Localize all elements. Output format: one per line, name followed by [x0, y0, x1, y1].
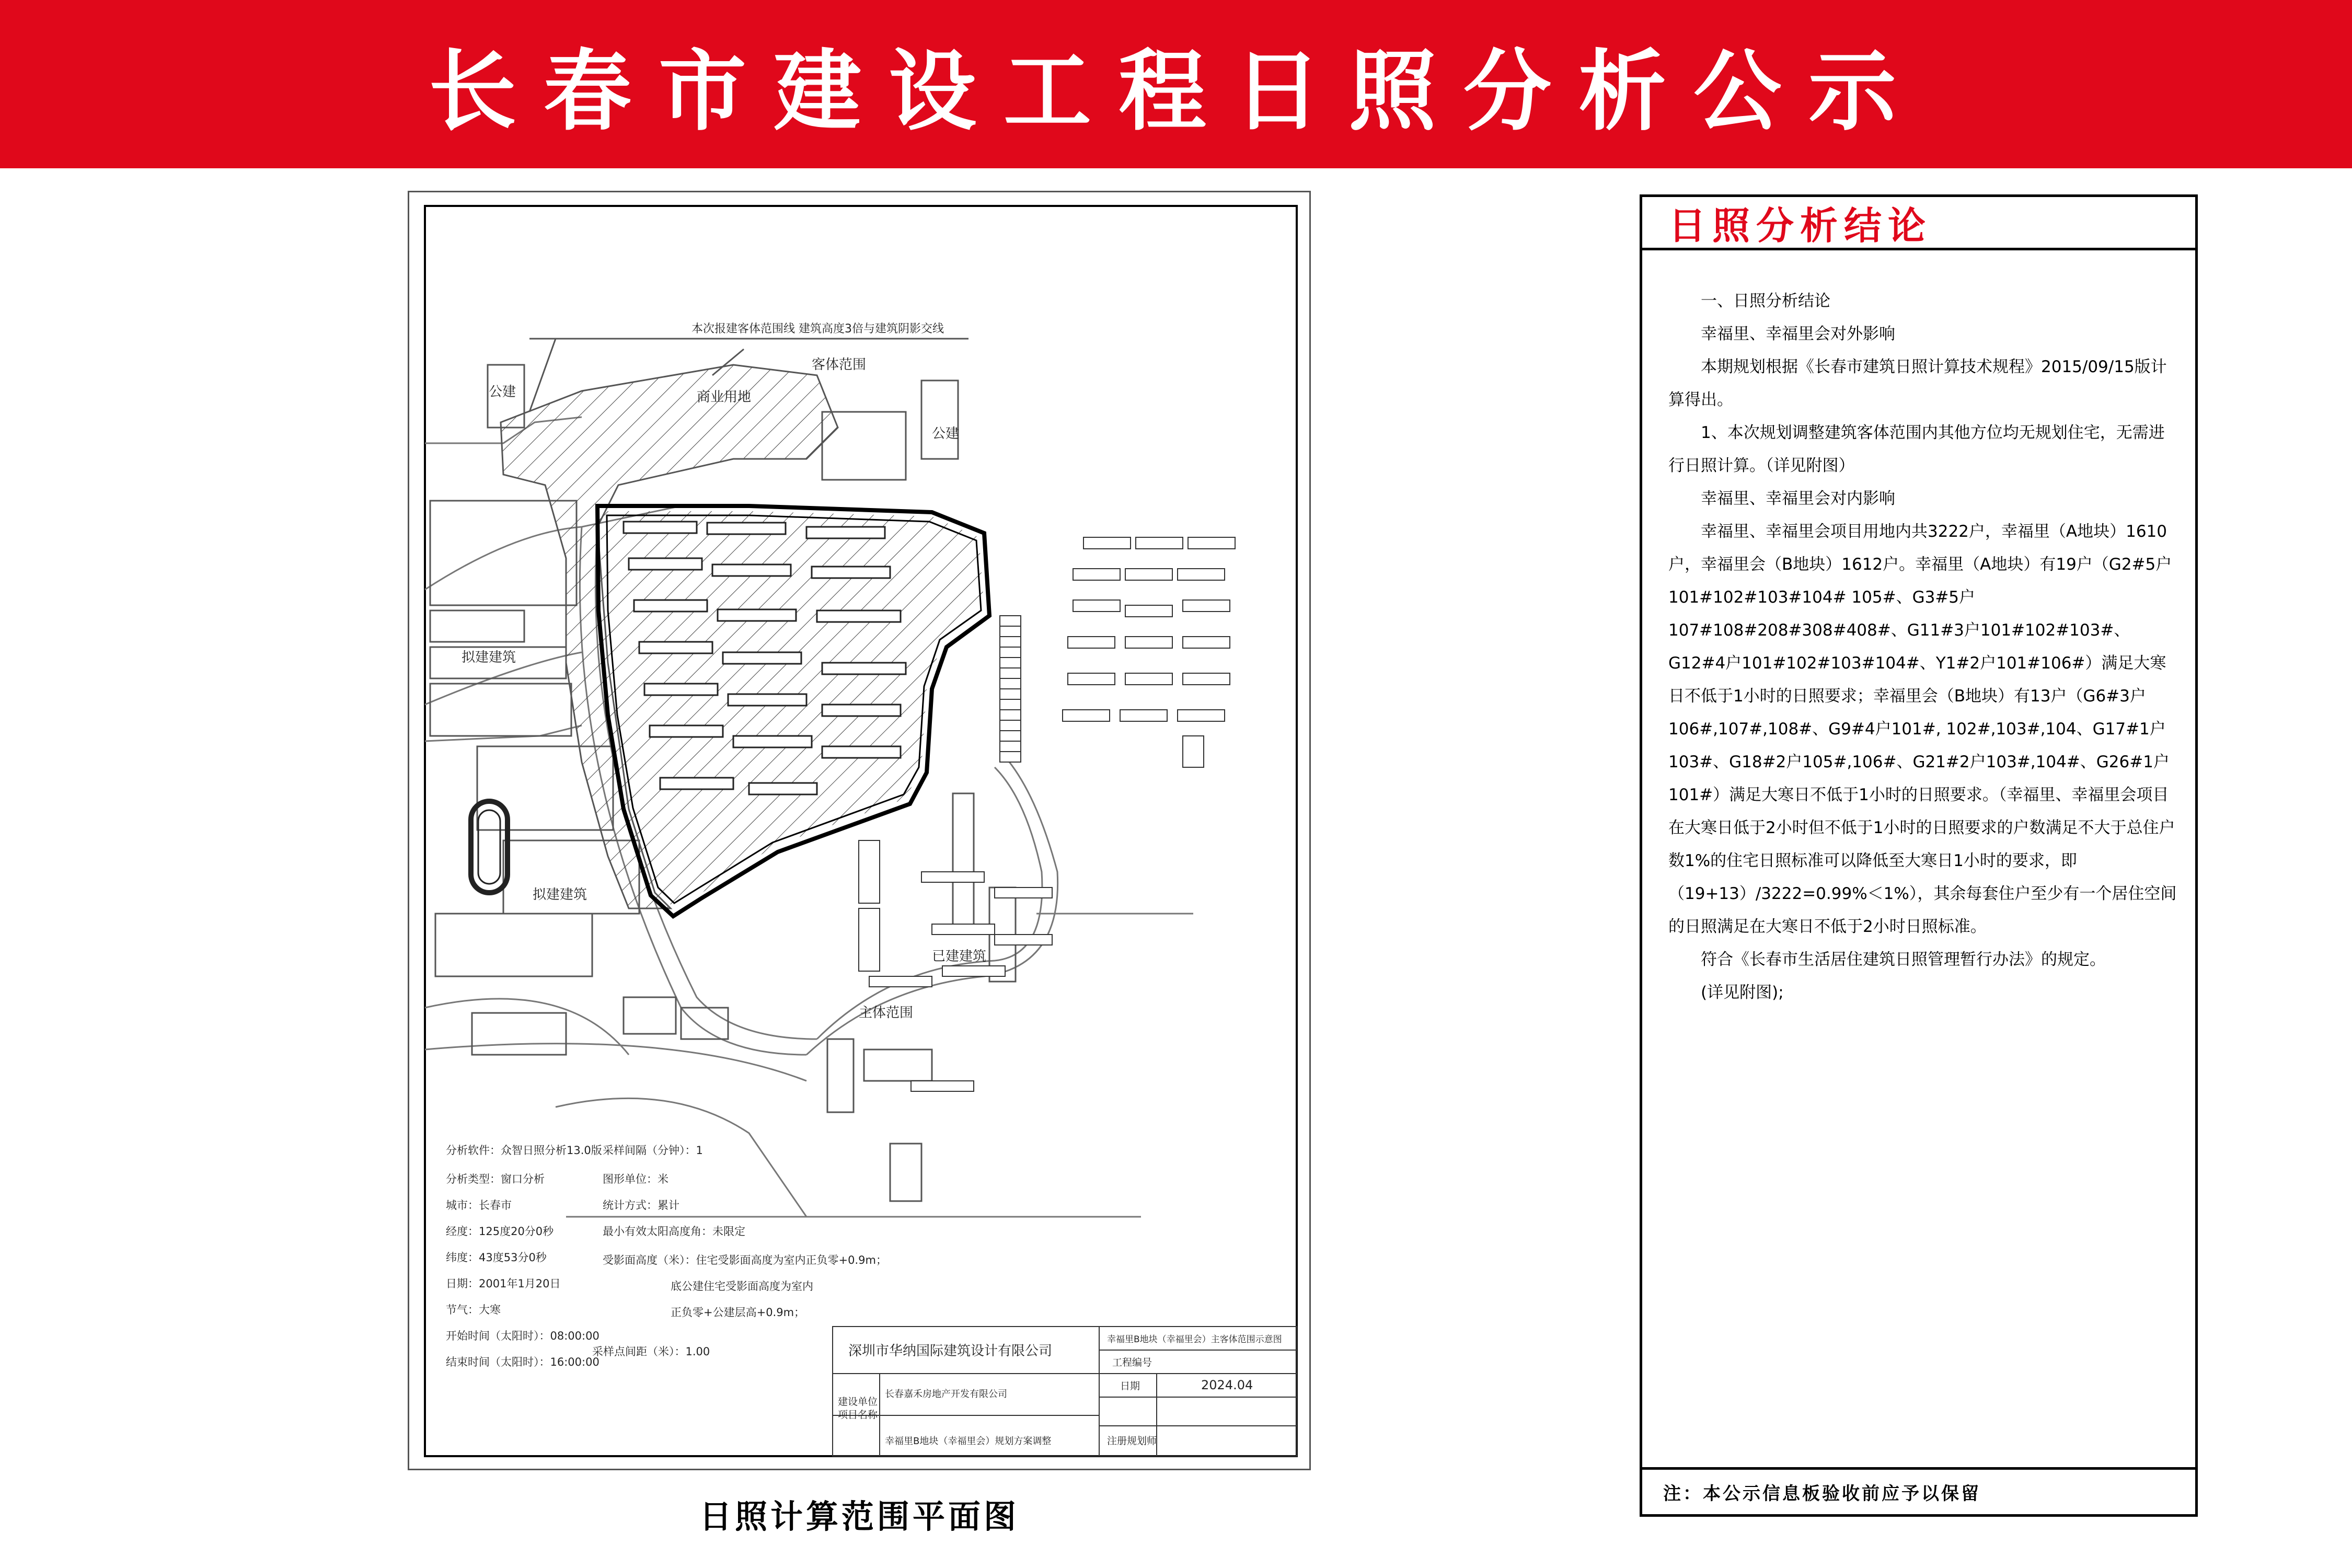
registered-planner-label: 注册规划师 — [1107, 1435, 1157, 1447]
client-name: 长春嘉禾房地产开发有限公司 — [885, 1389, 1007, 1400]
existing-building-label: 已建建筑 — [932, 949, 987, 964]
conclusion-paragraph: 幸福里、幸福里会项目用地内共3222户，幸福里（A地块）1610户，幸福里会（B地块）1612户。幸福里（A地块）有19户（G2#5户101#102#103#104# 105#、G3#5户107#108#208#308#408#、G11#3户101#102#103#、G12#4户101#102#103#104#、Y1#2户101#106#）满足大寒日不低于1小时的日照要求；幸福里会（B地块）有13户（G6#3户106#,107#,108#、G9#4户101#, 102#,103#,104、G17#1户103#、G18#2户105#,106#、G21#2户103#,104#、G26#1户101#）满足大寒日不低于1小时的日照要求。（幸福里、幸福里会项目在大寒日低于2小时但不低于1小时的日照要求的户数满足不大于总住户数1%的住宅日照标准可以降低至大寒日1小时的要求，即（19+13）/3222=0.99%＜1%），其余每套住户至少有一个居住空间的日照满足在大寒日不低于2小时日照标准。 — [1668, 522, 2177, 936]
public-building-label-left: 公建 — [489, 384, 516, 400]
param-right: 底公建住宅受影面高度为室内 — [671, 1280, 813, 1293]
conclusion-footer — [1642, 1467, 2195, 1514]
subject-range-label: 主体范围 — [859, 1005, 914, 1021]
conclusion-paragraph: (详见附图); — [1701, 983, 1784, 1002]
planned-building-label-1: 拟建建筑 — [462, 650, 516, 665]
drawing-title: 幸福里B地块（幸福里会）主客体范围示意图 — [1107, 1334, 1282, 1345]
param-right: 图形单位：米 — [603, 1173, 668, 1185]
param-right: 最小有效太阳高度角：未限定 — [603, 1225, 745, 1238]
project-no-label: 工程编号 — [1112, 1357, 1152, 1368]
project-name: 幸福里B地块（幸福里会）规划方案调整 — [885, 1436, 1052, 1447]
conclusion-paragraph: 本期规划根据《长春市建筑日照计算技术规程》2015/09/15版计算得出。 — [1668, 358, 2167, 409]
param-right: 采样间隔（分钟）：1 — [603, 1144, 703, 1157]
client-label: 建设单位 — [838, 1396, 878, 1408]
conclusion-body — [1668, 285, 2181, 1009]
east-strip — [1000, 616, 1021, 762]
conclusion-paragraph: 符合《长春市生活居住建筑日照管理暂行办法》的规定。 — [1701, 950, 2106, 969]
param-right: 受影面高度（米）：住宅受影面高度为室内正负零+0.9m； — [603, 1254, 887, 1266]
title-block-text — [838, 1334, 1282, 1447]
planned-building-label-2: 拟建建筑 — [533, 887, 587, 903]
param-right: 正负零+公建层高+0.9m； — [671, 1306, 805, 1319]
conclusion-panel — [1640, 194, 2198, 1517]
footer-note: 注：本公示信息板验收前应予以保留 — [1663, 1483, 1981, 1504]
param-left: 分析软件：众智日照分析13.0版 — [446, 1144, 602, 1157]
date-label: 日期 — [1120, 1380, 1140, 1392]
param-left: 日期：2001年1月20日 — [446, 1277, 561, 1290]
conclusion-heading: 日照分析结论 — [1668, 203, 1932, 248]
object-range-label: 客体范围 — [812, 357, 867, 373]
designer-name: 深圳市华纳国际建筑设计有限公司 — [848, 1343, 1053, 1359]
inner-border — [425, 206, 1297, 1456]
date-value: 2024.04 — [1201, 1378, 1253, 1392]
public-building-label-right: 公建 — [932, 426, 960, 442]
param-left: 经度：125度20分0秒 — [446, 1225, 554, 1238]
top-note-label: 本次报建客体范围线 建筑高度3倍与建筑阴影交线 — [691, 322, 944, 336]
conclusion-header — [1642, 197, 2195, 250]
param-left: 分析类型：窗口分析 — [446, 1173, 545, 1185]
analysis-parameters — [446, 1144, 887, 1368]
param-left: 结束时间（太阳时）：16:00:00 — [446, 1356, 599, 1368]
east-buildings — [1063, 537, 1235, 767]
site-plan-drawing — [408, 191, 1311, 1470]
param-right: 统计方式：累计 — [603, 1199, 679, 1212]
param-right: 采样点间距（米）：1.00 — [592, 1345, 710, 1358]
commercial-land-label: 商业用地 — [697, 389, 752, 405]
param-left: 城市：长春市 — [446, 1199, 512, 1212]
conclusion-paragraph: 幸福里、幸福里会对内影响 — [1701, 489, 1895, 508]
conclusion-paragraph: 一、日照分析结论 — [1701, 292, 1830, 310]
site-plan-svg — [409, 192, 1312, 1472]
conclusion-paragraph: 幸福里、幸福里会对外影响 — [1701, 325, 1895, 343]
param-left: 纬度：43度53分0秒 — [446, 1251, 547, 1264]
param-left: 开始时间（太阳时）：08:00:00 — [446, 1330, 599, 1342]
project-label: 项目名称 — [838, 1409, 878, 1421]
title-banner — [0, 0, 2352, 168]
page-title: 长春市建设工程日照分析公示 — [429, 40, 1923, 143]
drawing-caption: 日照计算范围平面图 — [699, 1497, 1019, 1536]
conclusion-paragraph: 1、本次规划调整建筑客体范围内其他方位均无规划住宅，无需进行日照计算。（详见附图） — [1668, 423, 2165, 475]
param-left: 节气：大寒 — [446, 1304, 501, 1316]
south-buildings — [859, 840, 1052, 1091]
